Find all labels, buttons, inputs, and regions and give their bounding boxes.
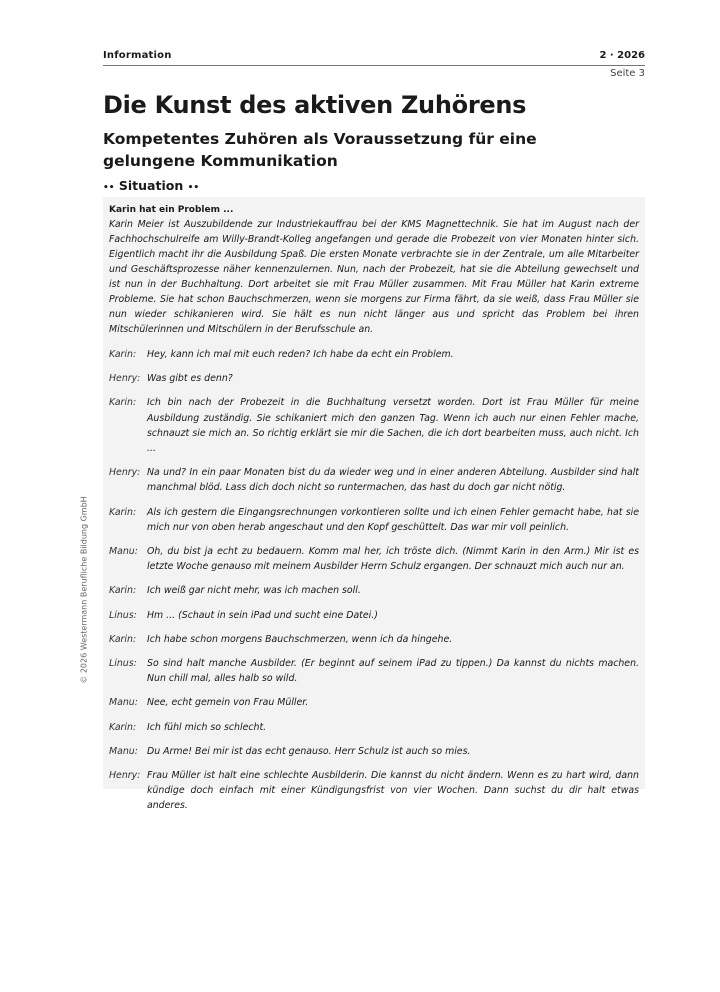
dialogue-text: Nee, echt gemein von Frau Müller.	[147, 697, 309, 709]
page-number: Seite 3	[610, 68, 645, 79]
dialogue-text: So sind halt manche Ausbilder. (Er beginnt auf seinem iPad zu tippen.) Da kannst du nichts machen. Nun chill mal, alles halb so wild.	[147, 658, 639, 685]
section-label: Situation	[118, 178, 184, 193]
section-dots-right: ••	[187, 183, 200, 193]
dialogue-line	[109, 720, 639, 735]
dialogue-line	[109, 583, 639, 598]
dialogue-text: Na und? In ein paar Monaten bist du da wieder weg und in einer anderen Abteilung. Ausbilder sind halt manchmal blöd. Lass dich doch nicht so runtermachen, das hast du doch gar nicht nötig.	[147, 467, 639, 494]
dialogue-line	[109, 465, 639, 495]
situation-box	[103, 197, 645, 812]
dialogue-text: Ich weiß gar nicht mehr, was ich machen soll.	[147, 585, 361, 597]
dialogue-speaker: Manu:	[109, 745, 138, 757]
header-divider	[103, 65, 645, 66]
dialogue-text: Hey, kann ich mal mit euch reden? Ich habe da echt ein Problem.	[147, 349, 454, 360]
dialogue-line	[109, 768, 639, 814]
dialogue-speaker: Karin:	[109, 506, 137, 518]
box-title: Karin hat ein Problem ...	[109, 205, 234, 215]
dialogue-line	[109, 695, 639, 710]
dialogue-line	[109, 744, 639, 759]
section-heading	[103, 178, 199, 193]
dialogue-line	[109, 656, 639, 686]
intro-paragraph: Karin Meier ist Auszubildende zur Industriekauffrau bei der KMS Magnettechnik. Sie hat im August nach der Fachhochschulreife am Willy-Brandt-Kolleg angefangen und gerade die Probezeit von vier Monaten hinter sich. Eigentlich macht ihr die Ausbildung Spaß. Die ersten Monate verbrachte sie in der Zentrale, um alle Mitarbeiter und Geschäftsprozesse näher kennenzulernen. Nun, nach der Probezeit, hat sie die Abteilung gewechselt und ist nun in der Buchhaltung. Dort arbeitet sie mit Frau Müller zusammen. Mit Frau Müller hat Karin extreme Probleme. Sie hat schon Bauchschmerzen, wenn sie morgens zur Firma fährt, da sie weiß, dass Frau Müller sie nun wieder schikanieren wird. Sie hält es nun nicht länger aus und spricht das Problem bei ihren Mitschülerinnen und Mitschülern in der Berufsschule an.	[109, 219, 639, 335]
dialogue-speaker: Manu:	[109, 697, 138, 709]
dialogue-speaker: Henry:	[109, 373, 141, 385]
dialogue-speaker: Karin:	[109, 633, 137, 645]
page-subtitle: Kompetentes Zuhören als Voraussetzung für eine gelungene Kommunikation	[103, 130, 537, 170]
dialogue-text: Ich bin nach der Probezeit in die Buchhaltung versetzt worden. Dort ist Frau Müller für meine Ausbildung zuständig. Sie schikaniert mich den ganzen Tag. Wenn ich auch nur einen Fehler mache, schnauzt sie mich an. So richtig erklärt sie mir die Sachen, die ich dort bearbeiten muss, auch nicht. Ich ...	[147, 397, 639, 455]
dialogue-list	[109, 347, 639, 814]
header-issue: 2 · 2026	[599, 50, 645, 61]
dialogue-speaker: Henry:	[109, 770, 141, 782]
dialogue-speaker: Karin:	[109, 585, 137, 597]
dialogue-line	[109, 505, 639, 535]
dialogue-text: Ich habe schon morgens Bauchschmerzen, wenn ich da hingehe.	[147, 633, 453, 645]
dialogue-speaker: Manu:	[109, 546, 138, 558]
dialogue-speaker: Linus:	[109, 658, 137, 670]
dialogue-speaker: Henry:	[109, 467, 141, 479]
dialogue-line	[109, 371, 639, 386]
dialogue-text: Frau Müller ist halt eine schlechte Ausbilderin. Die kannst du nicht ändern. Wenn es zu hart wird, dann kündige doch einfach mit einer Kündigungsfrist von vier Wochen. Dann suchst du dir halt etwas anderes.	[147, 770, 639, 812]
dialogue-speaker: Karin:	[109, 349, 137, 360]
dialogue-text: Du Arme! Bei mir ist das echt genauso. Herr Schulz ist auch so mies.	[147, 745, 471, 757]
header-category: Information	[103, 50, 172, 61]
dialogue-line	[109, 608, 639, 623]
copyright-notice: © 2026 Westermann Berufliche Bildung GmbH	[79, 496, 89, 684]
dialogue-line	[109, 347, 639, 362]
dialogue-text: Ich fühl mich so schlecht.	[147, 721, 267, 733]
dialogue-text: Oh, du bist ja echt zu bedauern. Komm mal her, ich tröste dich. (Nimmt Karin in den Arm.) Mir ist es letzte Woche genauso mit meinem Ausbilder Herrn Schulz ergangen. Der schnauzt mich auch nur an.	[147, 546, 639, 573]
dialogue-speaker: Karin:	[109, 721, 137, 733]
dialogue-text: Was gibt es denn?	[147, 373, 233, 385]
dialogue-speaker: Linus:	[109, 609, 137, 621]
dialogue-line	[109, 632, 639, 647]
dialogue-line	[109, 544, 639, 574]
section-dots-left: ••	[103, 183, 115, 193]
page-title: Die Kunst des aktiven Zuhörens	[103, 91, 527, 119]
dialogue-text: Als ich gestern die Eingangsrechnungen vorkontieren sollte und ich einen Fehler gemacht habe, hat sie mich nur von oben herab angeschaut und den Kopf geschüttelt. Das war mir voll peinlich.	[147, 506, 639, 533]
dialogue-text: Hm ... (Schaut in sein iPad und sucht eine Datei.)	[147, 609, 378, 621]
dialogue-speaker: Karin:	[109, 397, 137, 409]
dialogue-line	[109, 395, 639, 456]
